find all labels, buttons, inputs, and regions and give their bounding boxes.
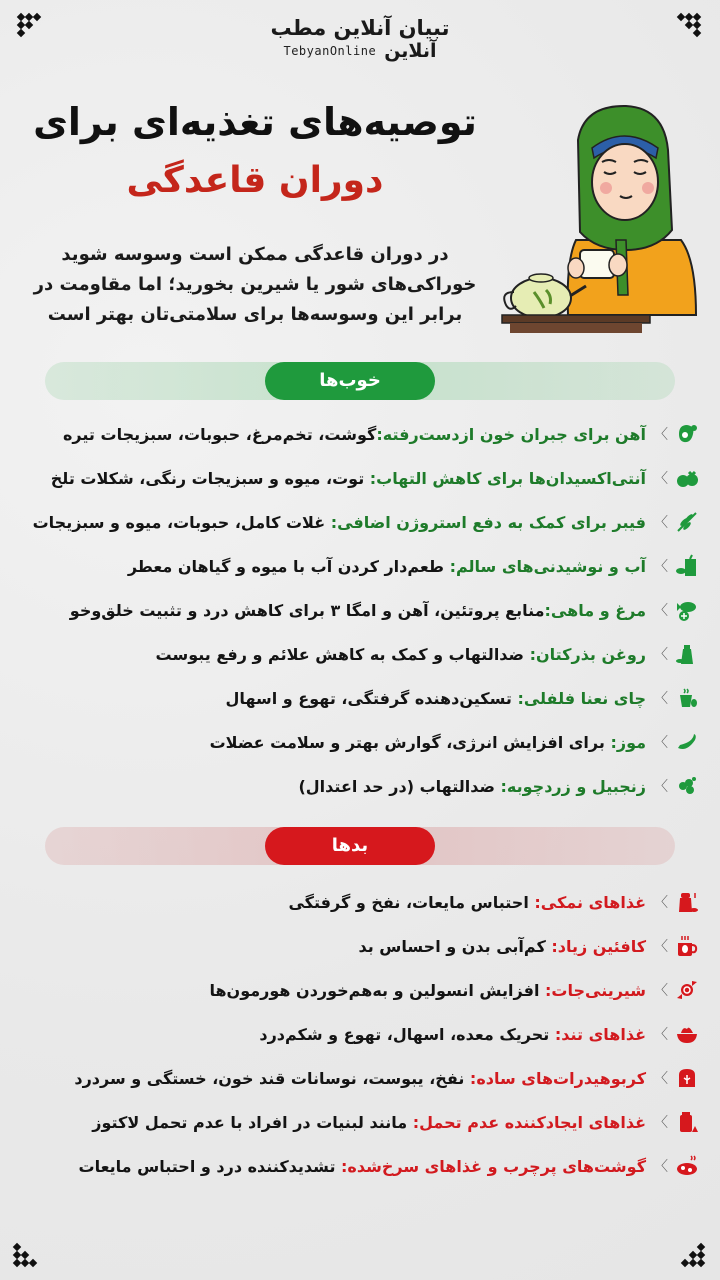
chevron-icon: 〉 (654, 603, 668, 619)
chevron-icon: 〉 (654, 691, 668, 707)
item-value: غلات کامل، حبوبات، میوه و سبزیجات (32, 512, 331, 532)
item-key: آهن برای جبران خون ازدست‌رفته: (376, 424, 646, 444)
fried-meat-icon (674, 1153, 700, 1179)
item-value: طعم‌دار کردن آب با میوه و گیاهان معطر (127, 556, 450, 576)
list-item (20, 588, 700, 632)
item-value: تسکین‌دهنده گرفتگی، تهوع و اسهال (225, 688, 518, 708)
chevron-icon: 〉 (654, 1027, 668, 1043)
list-item (20, 1100, 700, 1144)
list-item (20, 880, 700, 924)
item-value: ضدالتهاب و کمک به کاهش علائم و رفع یبوست (155, 644, 530, 664)
chevron-icon: 〉 (654, 735, 668, 751)
list-item (20, 764, 700, 808)
chevron-icon: 〉 (654, 939, 668, 955)
page-title: توصیه‌های تغذیه‌ای برای (33, 100, 477, 144)
bad-section-pill: بدها (265, 827, 435, 865)
milk-warning-icon (674, 1109, 700, 1135)
list-item (20, 1144, 700, 1188)
spicy-bowl-icon (674, 1021, 700, 1047)
ginger-icon (674, 773, 700, 799)
chevron-icon: 〉 (654, 983, 668, 999)
drink-icon (674, 553, 700, 579)
bad-section-header (45, 827, 675, 865)
item-key: آنتی‌اکسیدان‌ها برای کاهش التهاب: (369, 468, 646, 488)
item-value: احتباس مایعات، نفخ و گرفتگی (288, 892, 535, 912)
chevron-icon: 〉 (654, 427, 668, 443)
list-item (20, 412, 700, 456)
item-key: کافئین زیاد: (551, 936, 646, 956)
intro-text: در دوران قاعدگی ممکن است وسوسه شوید خوراکی‌های شور یا شیرین بخورید؛ اما مقاومت در برابر این وسوسه‌ها برای سلامتی‌تان بهتر است (33, 244, 477, 325)
brand-name-fa-line2: آنلاین (384, 40, 437, 62)
list-item (20, 632, 700, 676)
chevron-icon: 〉 (654, 559, 668, 575)
item-key: کربوهیدرات‌های ساده: (469, 1068, 646, 1088)
chevron-icon: 〉 (654, 647, 668, 663)
brand-name-fa: تبیان آنلاین مطب (270, 16, 450, 40)
item-key: شیرینی‌جات: (545, 980, 646, 1000)
item-value: برای افزایش انرژی، گوارش بهتر و سلامت عضلات (209, 732, 611, 752)
salt-icon (674, 889, 700, 915)
item-key: غذاهای نمکی: (534, 892, 646, 912)
item-key: زنجبیل و زردچوبه: (500, 776, 646, 796)
list-item (20, 500, 700, 544)
list-item (20, 720, 700, 764)
banana-icon (674, 729, 700, 755)
list-item (20, 456, 700, 500)
item-key: مرغ و ماهی: (544, 600, 646, 620)
item-key: فیبر برای کمک به دفع استروژن اضافی: (330, 512, 646, 532)
good-section-pill: خوب‌ها (265, 362, 435, 400)
coffee-icon (674, 933, 700, 959)
fish-chicken-icon (674, 597, 700, 623)
list-item (20, 968, 700, 1012)
item-key: روغن بذرکتان: (529, 644, 646, 664)
item-key: غذاهای تند: (554, 1024, 646, 1044)
meat-icon (674, 421, 700, 447)
chevron-icon: 〉 (654, 1159, 668, 1175)
chevron-icon: 〉 (654, 471, 668, 487)
brand-logo (0, 16, 720, 62)
list-item (20, 544, 700, 588)
good-section-header (45, 362, 675, 400)
item-key: موز: (610, 732, 646, 752)
corner-dots-decoration (682, 1244, 706, 1268)
candy-icon (674, 977, 700, 1003)
woman-drinking-tea-illustration (496, 100, 720, 340)
list-item (20, 676, 700, 720)
chevron-icon: 〉 (654, 1115, 668, 1131)
item-value: منابع پروتئین، آهن و امگا ۳ برای کاهش درد و تثبیت خلق‌وخو (69, 600, 545, 620)
item-value: نفخ، یبوست، نوسانات قند خون، خستگی و سردرد (74, 1068, 470, 1088)
chevron-icon: 〉 (654, 1071, 668, 1087)
item-value: مانند لبنیات در افراد با عدم تحمل لاکتوز (92, 1112, 413, 1132)
item-value: ضدالتهاب (در حد اعتدال) (298, 776, 501, 796)
list-item (20, 1012, 700, 1056)
wheat-icon (674, 509, 700, 535)
list-item (20, 924, 700, 968)
item-key: چای نعنا فلفلی: (517, 688, 646, 708)
item-value: تحریک معده، اسهال، تهوع و شکم‌درد (259, 1024, 555, 1044)
bread-icon (674, 1065, 700, 1091)
item-value: توت، میوه و سبزیجات رنگی، شکلات تلخ (50, 468, 370, 488)
item-key: غذاهای ایجادکننده عدم تحمل: (412, 1112, 646, 1132)
item-value: افزایش انسولین و به‌هم‌خوردن هورمون‌ها (209, 980, 546, 1000)
good-foods-list (20, 412, 700, 808)
page-subtitle: دوران قاعدگی (126, 160, 384, 201)
oil-bottle-icon (674, 641, 700, 667)
item-key: گوشت‌های پرچرب و غذاهای سرخ‌شده: (341, 1156, 646, 1176)
berries-icon (674, 465, 700, 491)
item-value: کم‌آبی بدن و احساس بد (358, 936, 552, 956)
chevron-icon: 〉 (654, 895, 668, 911)
brand-name-en: TebyanOnline (283, 44, 377, 58)
bad-foods-list (20, 880, 700, 1188)
corner-dots-decoration (14, 1244, 38, 1268)
chevron-icon: 〉 (654, 515, 668, 531)
chevron-icon: 〉 (654, 779, 668, 795)
item-value: گوشت، تخم‌مرغ، حبوبات، سبزیجات تیره (62, 424, 377, 444)
list-item (20, 1056, 700, 1100)
tea-cup-icon (674, 685, 700, 711)
item-value: تشدیدکننده درد و احتباس مایعات (78, 1156, 342, 1176)
item-key: آب و نوشیدنی‌های سالم: (449, 556, 646, 576)
